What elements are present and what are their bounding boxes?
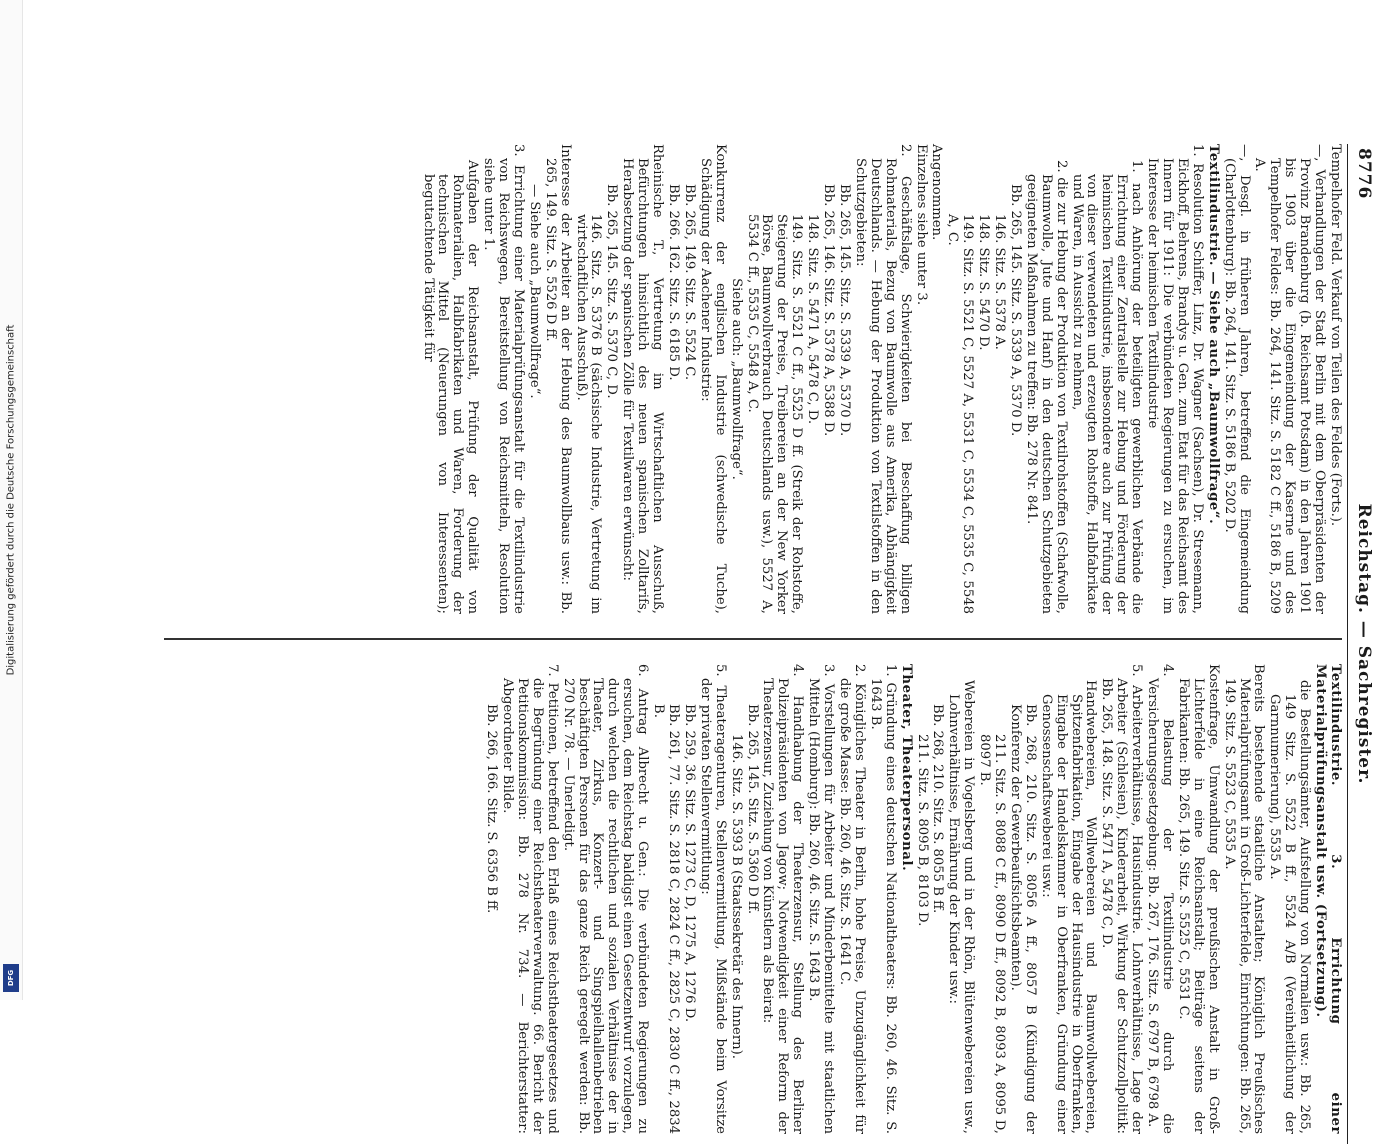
entry-text: 5. Arbeiterverhältnisse, Hausindustrie. Lohnverhältnisse, Lage der Arbeiter (Schlesien), Kinderarbeit, Wirkung der Schutzzollpolitik: Bb. 265, 148. Sitz. S. 5471 A, 5478 C, D. <box>1099 664 1145 1134</box>
reference: 146. Sitz. S. 5376 B (sächsische Industrie, Vertretung im wirtschaftlichen Ausschuß). <box>573 214 604 614</box>
entry-heading: Textilindustrie. 3. Errichtung einer Materialprüfungsanstalt usw. (Fortsetzung). <box>1313 664 1343 1134</box>
entry-text: 2. die zur Hebung der Produktion von Textilrohstoffen (Schafwolle, Baumwolle, Jute und Hanf) in den deutschen Schutzgebieten geeigneten Maßnahmen zu treffen: Bb. 278 Nr. 841. <box>1023 160 1069 614</box>
reference: 146. Sitz. S. 5393 B (Staatssekretär des Innern). <box>728 734 744 1059</box>
reference: Bb. 265, 149. Sitz. S. 5524 C. <box>681 184 697 381</box>
entry-text: 1. Gründung eines deutschen Nationaltheaters: Bb. 260, 46. Sitz. S. 1643 B. <box>867 664 898 1134</box>
reference: — Siehe auch „Baumwollfrage“. <box>526 184 542 399</box>
entry-text: 3. Vorstellungen für Arbeiter und Minderbemittelte mit staatlichen Mitteln (Homburg): Bb. 260, 46. Sitz. S. 1643 B. <box>806 664 837 1134</box>
entry-text: 6. Antrag Albrecht u. Gen.: Die verbündeten Regierungen zu ersuchen, dem Reichstag baldigst einen Gesetzentwurf vorzulegen, durch welchen die rechtlichen und sozialen Verhältnisse der in Theater, Zirkus, Konzert- und Singspielhallenbetrieben beschäftigten Personen für das ganze Reich geregelt werden: Bb. 270 Nr. 78. — Unerledigt. <box>560 664 651 1134</box>
page-number: 8776 <box>1354 148 1374 200</box>
left-column <box>419 144 1342 614</box>
entry-text: Rheinische T., Vertretung im Wirtschaftlichen Ausschuß, Befürchtungen hinsichtlich des neuen spanischen Zolltarifs, Herabsetzung der spanischen Zölle für Textilwaren erwünscht: <box>620 144 666 614</box>
entry-text: Handwebereien, Wollwebereien und Baumwollwebereien, Spitzenfabrikation, Eingabe der Hausindustrie in Oberfranken, Eingabe der Handelskammer in Oberfranken, Gründung einer Genossenschaftsweberei usw.: <box>1038 680 1099 1134</box>
entry-text: 2. Geschäftslage, Schwierigkeiten bei Beschaffung billigen Rohmaterials, Bezug von Baumwolle aus Amerika, Abhängigkeit Deutschlands. — Hebung der Produktion von Textilstoffen in den Schutzgebieten: <box>852 144 913 614</box>
digitization-note: Digitalisierung gefördert durch die Deutsche Forschungsgemeinschaft <box>5 324 17 676</box>
entry-heading: Tempelhofer Feld. Verkauf von Teilen des Feldes (Forts.). <box>1328 144 1343 527</box>
section-heading: Theater, Theaterpersonal. <box>898 664 914 872</box>
reference: Bb. 268, 210. Sitz. S. 8055 B ff. <box>930 704 946 914</box>
entry-text: Angenommen. <box>929 144 945 241</box>
entry-text: —, Desgl. in früheren Jahren, betreffend die Eingemeindung (Charlottenburg): Bb. 264, 141. Sitz. S. 5186 B, 5202 D. <box>1221 144 1252 614</box>
reference: 149. Sitz. S. 5521 C ff., 5525 D ff. (Streik der Rohstoffe, Steigerung der Preise, Treibereien an der New Yorker Börse, Baumwollverbrauch Deutschlands usw.), 5527 A, 5534 C ff., 5535 C, 5548 A, C. <box>744 214 805 614</box>
entry-text: 4. Belastung der Textilindustrie durch die Versicherungsgesetzgebung: Bb. 267, 176. Sitz. S. 6797 B, 6798 A. <box>1145 664 1176 1134</box>
entry-text: —, Verhandlungen der Stadt Berlin mit dem Oberpräsidenten der Provinz Brandenburg (b. Reichsamt Potsdam) in den Jahren 1901 bis 1903 über die Eingemeindung der Kaserne und des Tempelhofer Feldes: Bb. 264, 141. Sitz. S. 5182 C ff., 5186 B, 5209 A. <box>1252 144 1328 614</box>
reference: Bb. 259, 36. Sitz. S. 1273 C, D, 1275 A, 1276 D. <box>681 704 697 1023</box>
entry-text: Bereits bestehende staatliche Anstalten; Königlich Preußisches Materialprüfungsamt in Groß-Lichterfelde, Einrichtungen: Bb. 265, 149. Sitz. S. 5523 C, 5535 A. <box>1221 664 1267 1134</box>
page-header <box>1347 144 1376 1144</box>
entry-text: Webereien in Vogelsberg und in der Rhön, Blütenwebereien usw., Lohnverhältnisse, Ernährung der Kinder usw.: <box>946 680 977 1134</box>
reference: 149. Sitz. S. 5521 C, 5527 A, 5531 C, 5534 C, 5535 C, 5548 A, C. <box>945 214 976 614</box>
right-column <box>482 664 1342 1134</box>
entry-text: 1. Resolution Schiffer, Linz, Dr. Wagner (Sachsen), Dr. Stresemann, Eickhoff, Behrens, Brandys u. Gen. zum Etat für das Reichsamt des Innern für 1911: Die verbündeten Regierungen zu ersuchen, im Interesse der heimischen Textilindustrie <box>1145 144 1205 614</box>
reference: Bb. 266. 162. Sitz. S. 6185 D. <box>666 184 682 381</box>
entry-text: die Bestellungsämter, Aufstellung von Normalien usw.: Bb. 265, 149 Sitz. S. 5522 B ff., 5524 A/B (Vereinheitlichung der Garnnumerierung), 5535 A. <box>1267 680 1313 1134</box>
reference: Bb. 268, 210. Sitz. S. 8056 A ff., 8057 B (Kündigung der Konferenz der Gewerbeaufsichtsbeamten). <box>1007 704 1038 1134</box>
entry-text: 3. Errichtung einer Materialprüfungsanstalt für die Textilindustrie von Reichswegen, Bereitstellung von Reichsmitteln, Resolution siehe unter 1. <box>481 144 526 614</box>
reference: Bb. 265, 145. Sitz. S. 5360 D ff. <box>744 704 760 915</box>
reference: Bb. 261, 77. Sitz. S. 2818 C, 2824 C ff., 2825 C, 2830 C ff., 2834 B. <box>651 704 682 1134</box>
entry-text: Kostenfrage, Umwandlung der preußischen Anstalt in Groß-Lichterfelde in eine Reichsanstalt; Beiträge seitens der Fabrikanten: Bb. 265, 149. Sitz. S. 5525 C, 5531 C. <box>1175 664 1221 1134</box>
scanned-page <box>158 144 1376 1144</box>
entry-text: 7. Petitionen, betreffend den Erlaß eines Reichstheatergesetzes und die Begründung einer Reichstheaterverwaltung. 66. Bericht der Petitionskommission: Bb. 278 Nr. 734. — Berichterstatter: Abgeordneter Bilde. <box>500 664 560 1134</box>
entry-text: 1. nach Anhörung der beteiligten gewerblichen Verbände die Errichtung einer Zentralstelle zur Hebung und Förderung der heimischen Textilindustrie, insbesondere auch zur Prüfung der von dieser verwendeten und erzeugten Rohstoffe, Halbfabrikate und Waren, in Aussicht zu nehmen, <box>1069 160 1145 614</box>
entry-text: Einzelnes siehe unter 3. <box>913 144 929 306</box>
reference: Bb. 265, 145. Sitz. S. 5339 A, 5370 D. <box>1007 184 1023 437</box>
entry-text: 4. Handhabung der Theaterzensur, Stellung des Berliner Polizeipräsidenten von Jagow; Notwendigkeit einer Reform der Theaterzensur, Zuziehung von Künstlern als Beirat: <box>760 664 806 1134</box>
dfg-logo: DFG <box>3 964 19 992</box>
entry-text: Konkurrenz der englischen Industrie (schwedische Tuche), Schädigung der Aachener Industrie: <box>697 144 728 614</box>
entry-heading: Textilindustrie. — Siehe auch „Baumwollfrage“. <box>1205 144 1221 525</box>
entry-text: 2. Königliches Theater in Berlin, hohe Preise, Unzugänglichkeit für die große Masse: Bb. 260, 46. Sitz. S. 1641 C. <box>837 664 867 1134</box>
running-title: Reichstag. — Sachregister. <box>1354 503 1374 785</box>
reference: 148. Sitz. S. 5470 D. <box>976 214 992 351</box>
reference: Bb. 265, 145. Sitz. S. 5370 C, D. <box>604 184 620 399</box>
column-rule <box>164 638 1342 640</box>
reference: 211. Sitz. S. 8088 C ff., 8090 D ff., 8092 B, 8093 A, 8095 D, 8097 B. <box>977 734 1008 1134</box>
reference: Bb. 265, 145. Sitz. S. 5339 A, 5370 D. <box>837 184 852 437</box>
reference: Siehe auch: „Baumwollfrage“. <box>728 278 744 480</box>
entry-text: 5. Theateragenturen, Stellenvermittlung, Mißstände beim Vorsitze der privaten Stellenvermittlung: <box>697 664 728 1134</box>
reference: 146. Sitz. S. 5378 A. <box>992 214 1008 350</box>
reference: 211. Sitz. S. 8095 B, 8103 D. <box>914 734 930 927</box>
reference: Bb. 265, 146. Sitz. S. 5378 A, 5388 D. <box>821 184 837 437</box>
entry-text: Aufgaben der Reichsanstalt, Prüfung der Qualität von Rohmaterialien, Halbfabrikaten und Waren, Forderung der technischen Mittel (Neuerungen von Interessenten); begutachtende Tätigkeit für <box>420 160 481 614</box>
side-margin <box>0 0 23 1000</box>
reference: 148. Sitz. S. 5471 A, 5478 C, D. <box>805 214 821 425</box>
entry-text: Interesse der Arbeiter an der Hebung des Baumwollbaus usw.: Bb. 265, 149. Sitz. S. 5526 D ff. <box>542 144 573 614</box>
reference: Bb. 266, 166. Sitz. S. 6356 B ff. <box>484 704 500 914</box>
